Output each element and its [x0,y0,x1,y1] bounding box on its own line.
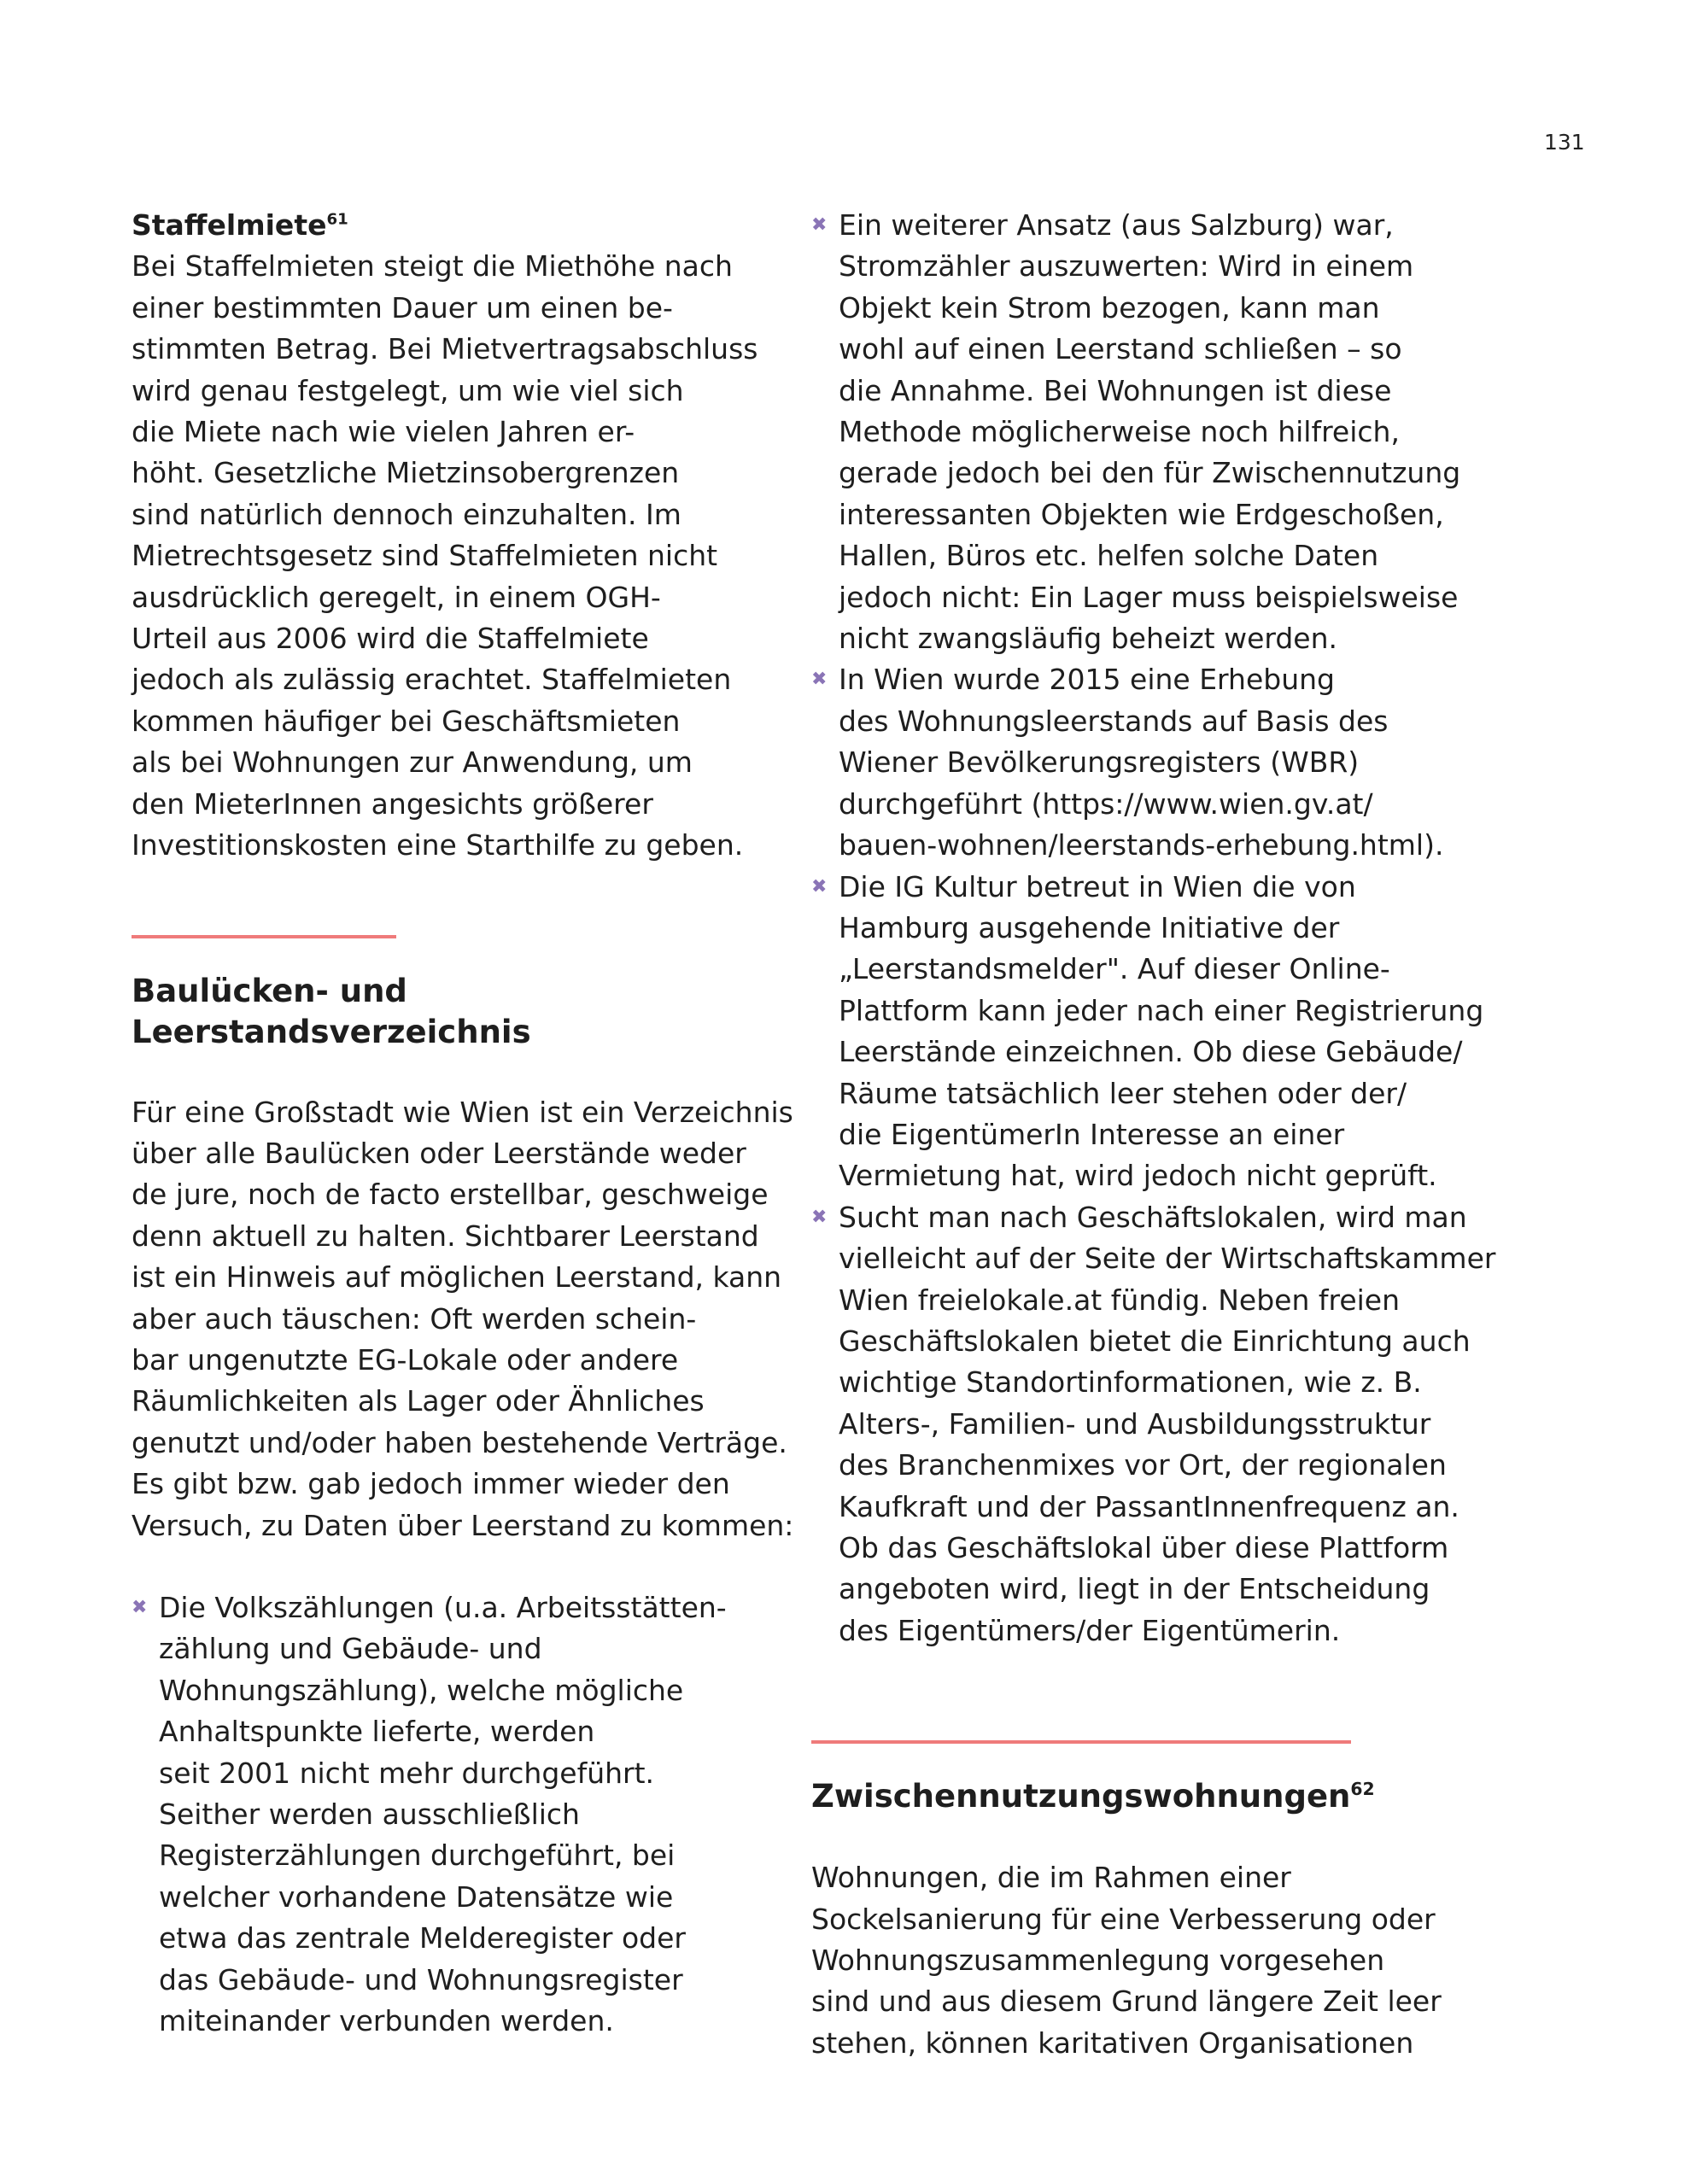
text-line: jedoch als zulässig erachtet. Staffelmieten [132,663,732,697]
text-line: Vermietung hat, wird jedoch nicht geprüft. [839,1159,1437,1193]
text-line: Stromzähler auszuwerten: Wird in einem [839,249,1414,284]
text-line: aber auch täuschen: Oft werden schein- [132,1301,697,1336]
text-line: denn aktuell zu halten. Sichtbarer Leerstand [132,1219,759,1253]
text-line: die EigentümerIn Interesse an einer [839,1117,1345,1151]
text-line: In Wien wurde 2015 eine Erhebung [839,663,1335,697]
bullet-cross-icon: ✖ [811,875,828,897]
section-divider [132,935,396,938]
text-line: zählung und Gebäude- und [159,1632,542,1666]
text-line: bar ungenutzte EG-Lokale oder andere [132,1342,679,1377]
text-line: Für eine Großstadt wie Wien ist ein Verzeichnis [132,1095,793,1129]
text-line: Sockelsanierung für eine Verbesserung oder [811,1902,1436,1936]
text-line: seit 2001 nicht mehr durchgeführt. [159,1756,655,1790]
staffelmiete-box [132,205,781,867]
text-line: sind und aus diesem Grund längere Zeit leer [811,1985,1442,2019]
text-line: des Branchenmixes vor Ort, der regionalen [839,1448,1447,1482]
text-line: sind natürlich dennoch einzuhalten. Im [132,497,681,531]
text-line: Alters-, Familien- und Ausbildungsstruktur [839,1406,1431,1441]
text-line: genutzt und/oder haben bestehende Verträge. [132,1425,787,1459]
text-line: Hamburg ausgehende Initiative der [839,910,1340,944]
text-line: die Annahme. Bei Wohnungen ist diese [839,373,1392,407]
text-line: einer bestimmten Dauer um einen be- [132,290,673,324]
text-line: des Wohnungsleerstands auf Basis des [839,704,1389,738]
left-bullet-list [132,1587,781,2042]
list-item [811,659,1486,866]
bullet-cross-icon: ✖ [132,1596,148,1618]
bullet-cross-icon: ✖ [811,1206,828,1228]
text-line: Hallen, Büros etc. helfen solche Daten [839,539,1379,573]
text-line: Geschäftslokalen bietet die Einrichtung auch [839,1324,1471,1358]
leerstand-paragraph [132,1092,794,1546]
text-line: Kaufkraft und der PassantInnenfrequenz an. [839,1489,1459,1523]
section-heading-zwischennutzungswohnungen: Zwischennutzungswohnungen$^{62}$ [811,1778,1375,1815]
text-line: als bei Wohnungen zur Anwendung, um [132,745,693,780]
text-line: welcher vorhandene Datensätze wie [159,1879,674,1914]
text-line: Ein weiterer Ansatz (aus Salzburg) war, [839,208,1394,242]
text-line: den MieterInnen angesichts größerer [132,786,653,821]
text-line: nicht zwangsläufig beheizt werden. [839,622,1338,656]
page-number: 131 [1544,130,1585,155]
text-line: Bei Staffelmieten steigt die Miethöhe nach [132,249,733,284]
right-column [811,205,1496,2064]
staffelmiete-text [132,246,781,866]
footnote-ref-62: 62 [1350,1778,1375,1799]
section-heading-leerstandsverzeichnis [132,971,781,1053]
text-line: Plattform kann jeder nach einer Registrierung [839,993,1484,1027]
text-line: „Leerstandsmelder". Auf dieser Online- [839,952,1390,986]
text-line: etwa das zentrale Melderegister oder [159,1921,686,1955]
text-line: Registerzählungen durchgeführt, bei [159,1838,676,1873]
text-line: gerade jedoch bei den für Zwischennutzung [839,456,1461,490]
text-line: Ob das Geschäftslokal über diese Plattform [839,1531,1449,1564]
list-item [132,1587,781,2042]
text-line: interessanten Objekten wie Erdgeschoßen, [839,497,1444,531]
text-line: Investitionskosten eine Starthilfe zu geben. [132,828,744,862]
text-line: durchgeführt (https://www.wien.gv.at/ [839,786,1373,821]
text-line: die Miete nach wie vielen Jahren er- [132,415,635,449]
text-line: über alle Baulücken oder Leerstände weder [132,1136,746,1170]
footnote-ref-61: 61 [326,210,348,229]
heading-line: Leerstandsverzeichnis [132,1013,531,1050]
text-line: wichtige Standortinformationen, wie z. B. [839,1365,1422,1400]
text-line: höht. Gesetzliche Mietzinsobergrenzen [132,456,680,490]
text-line: Räume tatsächlich leer stehen oder der/ [839,1076,1407,1110]
text-line: des Eigentümers/der Eigentümerin. [839,1613,1341,1647]
text-line: Anhaltspunkte lieferte, werden [159,1715,595,1749]
text-line: wohl auf einen Leerstand schließen – so [839,332,1402,366]
heading-line: Baulücken- und [132,972,407,1009]
text-line: Wien freielokale.at fündig. Neben freien [839,1283,1401,1317]
text-line: Versuch, zu Daten über Leerstand zu kommen: [132,1508,794,1542]
list-item [811,1197,1496,1651]
text-line: kommen häufiger bei Geschäftsmieten [132,704,681,738]
text-line: Die IG Kultur betreut in Wien die von [839,869,1356,903]
text-line: Seither werden ausschließlich [159,1798,580,1831]
text-line: Mietrechtsgesetz sind Staffelmieten nicht [132,539,718,573]
text-line: Wohnungszusammenlegung vorgesehen [811,1944,1385,1978]
text-line: ausdrücklich geregelt, in einem OGH- [132,580,661,614]
text-line: miteinander verbunden werden. [159,2004,614,2038]
text-line: Wohnungszählung), welche mögliche [159,1673,684,1707]
text-line: vielleicht auf der Seite der Wirtschaftskammer [839,1242,1496,1276]
text-line: Räumlichkeiten als Lager oder Ähnliches [132,1384,705,1418]
section-divider [811,1740,1351,1744]
text-line: Urteil aus 2006 wird die Staffelmiete [132,622,649,656]
staffelmiete-title: Staffelmiete$^{61}$ [132,208,348,242]
text-line: ist ein Hinweis auf möglichen Leerstand, kann [132,1260,782,1295]
text-line: wird genau festgelegt, um wie viel sich [132,373,684,407]
bullet-cross-icon: ✖ [811,669,828,691]
text-line: Methode möglicherweise noch hilfreich, [839,415,1400,449]
text-line: Objekt kein Strom bezogen, kann man [839,290,1380,324]
left-column [132,205,794,2042]
text-line: de jure, noch de facto erstellbar, geschweige [132,1178,769,1212]
text-line: das Gebäude- und Wohnungsregister [159,1962,683,1996]
text-line: Leerstände einzeichnen. Ob diese Gebäude/ [839,1035,1463,1069]
text-line: jedoch nicht: Ein Lager muss beispielsweise [839,580,1459,614]
text-line: angeboten wird, liegt in der Entscheidung [839,1572,1430,1606]
text-line: stimmten Betrag. Bei Mietvertragsabschluss [132,332,758,366]
list-item [811,205,1486,659]
text-line: Wohnungen, die im Rahmen einer [811,1861,1291,1895]
text-line: Die Volkszählungen (u.a. Arbeitsstätten- [159,1590,727,1624]
bullet-cross-icon: ✖ [811,214,828,236]
text-line: bauen-wohnen/leerstands-erhebung.html). [839,828,1444,862]
text-line: Sucht man nach Geschäftslokalen, wird man [839,1200,1467,1234]
zwischennutzung-paragraph [811,1857,1486,2064]
text-line: Wiener Bevölkerungsregisters (WBR) [839,745,1360,780]
text-line: stehen, können karitativen Organisationen [811,2025,1414,2060]
text-line: Es gibt bzw. gab jedoch immer wieder den [132,1467,730,1501]
right-bullet-list [811,205,1496,1651]
list-item [811,867,1486,1197]
